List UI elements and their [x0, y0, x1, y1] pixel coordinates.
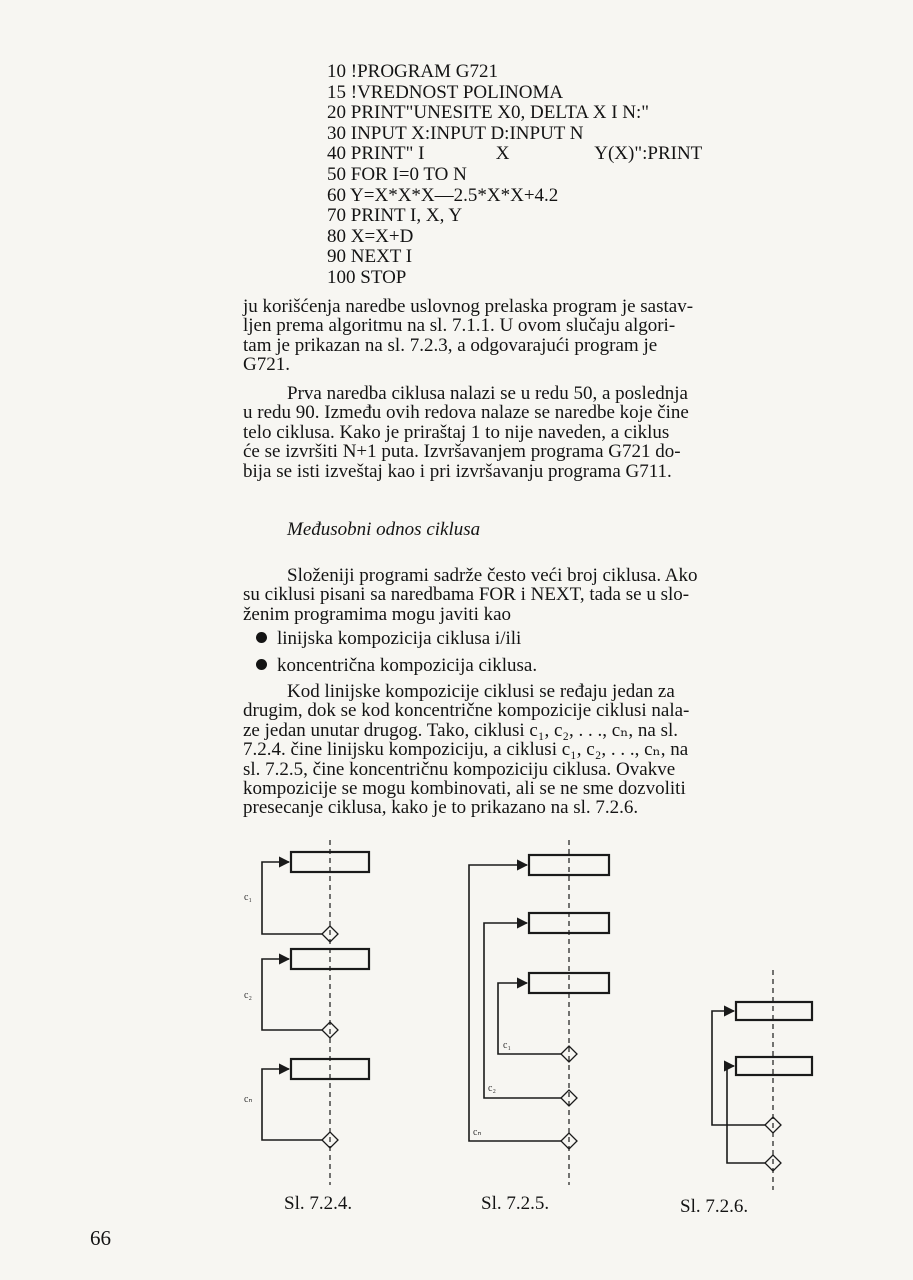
bullet-icon [256, 632, 267, 643]
list-item [256, 655, 537, 682]
loop-label: c₂ [244, 990, 252, 1001]
paragraph-complex-programs [243, 566, 811, 624]
text-line: Kod linijske kompozicije ciklusi se ređaju jedan za [287, 681, 675, 702]
text-line: u redu 90. Između ovih redova nalaze se naredbe koje čine [243, 402, 689, 424]
code-listing [327, 62, 797, 289]
figure-caption: Sl. 7.2.4. [284, 1193, 353, 1214]
figure-caption: Sl. 7.2.5. [481, 1193, 550, 1214]
text-line: su ciklusi pisani sa naredbama FOR i NEXT, tada se u slo- [243, 584, 690, 606]
loop-label: c₁ [503, 1040, 511, 1051]
paragraph-loop-description [243, 384, 811, 481]
text-line: Prva naredba ciklusa nalazi se u redu 50, a poslednja [287, 383, 688, 404]
section-heading: Međusobni odnos ciklusa [287, 519, 481, 540]
figure-caption: Sl. 7.2.6. [680, 1196, 749, 1217]
list-item [256, 628, 537, 655]
bullet-list [256, 628, 537, 682]
code-line: 30 INPUT X:INPUT D:INPUT N [327, 122, 584, 144]
text-line: ze jedan unutar drugog. Tako, ciklusi c₁, c₂, . . ., cₙ, na sl. [243, 719, 679, 741]
bullet-icon [256, 659, 267, 670]
paragraph-composition [243, 682, 811, 818]
text-line: bija se isti izveštaj kao i pri izvršavanju programa G711. [243, 460, 672, 482]
text-line: sl. 7.2.5, čine koncentričnu kompoziciju ciklusa. Ovakve [243, 758, 676, 780]
code-line: 80 X=X+D [327, 225, 414, 247]
text-line: ju korišćenja naredbe uslovnog prelaska program je sastav- [243, 296, 694, 317]
code-line: 60 Y=X*X*X—2.5*X*X+4.2 [327, 184, 559, 206]
text-line: ljen prema algoritmu na sl. 7.1.1. U ovom slučaju algori- [243, 315, 676, 337]
list-item-text: koncentrična kompozicija ciklusa. [277, 655, 538, 676]
code-line: 20 PRINT"UNESITE X0, DELTA X I N:" [327, 102, 650, 124]
loop-label: c₂ [488, 1083, 496, 1094]
code-line: 40 PRINT" I X Y(X)":PRINT [327, 143, 703, 165]
code-line: 50 FOR I=0 TO N [327, 163, 467, 185]
text-line: tam je prikazan na sl. 7.2.3, a odgovarajući program je [243, 334, 658, 356]
loop-label: c₁ [244, 892, 252, 903]
text-line: G721. [243, 354, 290, 376]
figure-crossing-loops [712, 970, 812, 1190]
text-line: Složeniji programi sadrže često veći broj ciklusa. Ako [287, 565, 698, 586]
loop-label: cₙ [473, 1127, 482, 1138]
page-number: 66 [90, 1226, 111, 1250]
text-line: 7.2.4. čine linijsku kompoziciju, a ciklusi c₁, c₂, . . ., cₙ, na [243, 739, 689, 761]
loop-label: cₙ [244, 1094, 253, 1105]
text-line: drugim, dok se kod koncentrične kompozicije ciklusi nala- [243, 700, 690, 722]
text-line: kompozicije se mogu kombinovati, ali se ne sme dozvoliti [243, 778, 686, 800]
figure-linear-composition [262, 840, 369, 1185]
text-line: će se izvršiti N+1 puta. Izvršavanjem programa G721 do- [243, 441, 681, 463]
code-line: 100 STOP [327, 266, 407, 288]
code-line: 90 NEXT I [327, 246, 413, 268]
figure-concentric-composition [469, 840, 609, 1185]
paragraph-intro [243, 297, 811, 375]
list-item-text: linijska kompozicija ciklusa i/ili [277, 628, 522, 649]
text-line: telo ciklusa. Kako je priraštaj 1 to nije naveden, a ciklus [243, 421, 670, 443]
text-line: ženim programima mogu javiti kao [243, 603, 512, 625]
code-line: 70 PRINT I, X, Y [327, 205, 463, 227]
code-line: 15 !VREDNOST POLINOMA [327, 81, 564, 103]
text-line: presecanje ciklusa, kako je to prikazano na sl. 7.2.6. [243, 797, 639, 819]
code-line: 10 !PROGRAM G721 [327, 61, 499, 82]
